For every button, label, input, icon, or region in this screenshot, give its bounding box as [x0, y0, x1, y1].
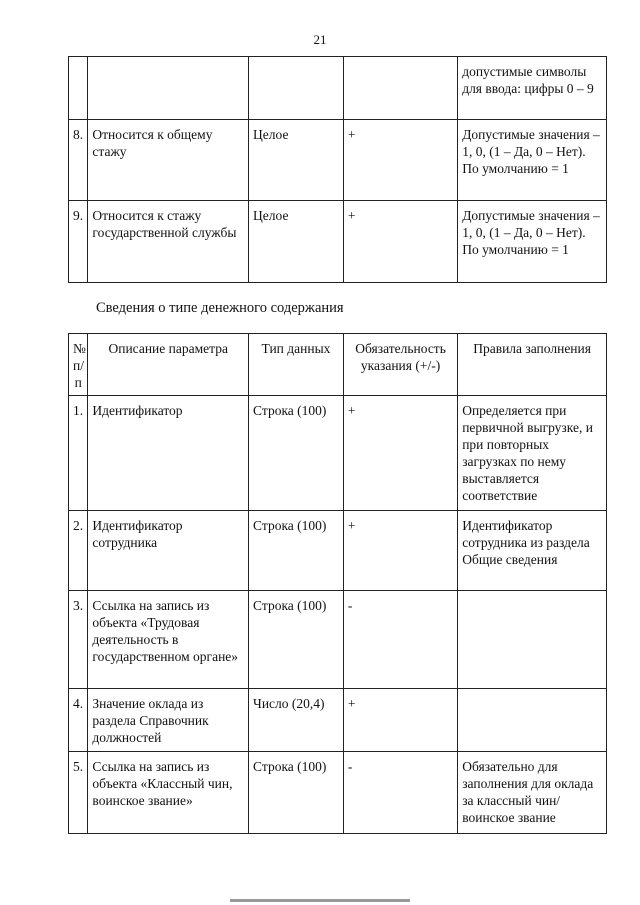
row-number: 3.	[69, 591, 88, 689]
fill-rules	[458, 591, 607, 689]
row-number: 9.	[69, 201, 88, 283]
fill-rules: Определяется при первичной выгрузке, и при повторных загрузках по нему выставляется соответствие	[458, 396, 607, 511]
data-type	[249, 57, 344, 120]
table-row	[69, 201, 607, 283]
table-row	[69, 752, 607, 834]
data-type: Строка (100)	[249, 591, 344, 689]
required-flag: +	[343, 120, 457, 201]
header-data-type: Тип данных	[249, 334, 344, 396]
table-row	[69, 120, 607, 201]
row-number: 1.	[69, 396, 88, 511]
fill-rules: допустимые символы для ввода: цифры 0 – 9	[458, 57, 607, 120]
fill-rules: Допустимые значения – 1, 0, (1 – Да, 0 – Нет). По умолчанию = 1	[458, 201, 607, 283]
data-type: Число (20,4)	[249, 689, 344, 752]
required-flag: +	[343, 396, 457, 511]
fill-rules: Обязательно для заполнения для оклада за классный чин/воинское звание	[458, 752, 607, 834]
data-type: Строка (100)	[249, 396, 344, 511]
table-row	[69, 57, 607, 120]
fill-rules	[458, 689, 607, 752]
page-number: 21	[313, 32, 327, 47]
required-flag	[343, 57, 457, 120]
required-flag: -	[343, 752, 457, 834]
data-type: Строка (100)	[249, 511, 344, 591]
parameter-description: Идентификатор	[88, 396, 249, 511]
required-flag: +	[343, 689, 457, 752]
row-number: 4.	[69, 689, 88, 752]
table-row	[69, 396, 607, 511]
row-number: 2.	[69, 511, 88, 591]
scan-edge-mark	[230, 899, 410, 902]
fill-rules: Идентификатор сотрудника из раздела Общие сведения	[458, 511, 607, 591]
parameter-description: Идентификатор сотрудника	[88, 511, 249, 591]
required-flag: +	[343, 511, 457, 591]
row-number	[69, 57, 88, 120]
table-row	[69, 591, 607, 689]
header-required: Обязательность указания (+/-)	[343, 334, 457, 396]
salary-type-table	[68, 333, 607, 834]
row-number: 8.	[69, 120, 88, 201]
section-title: Сведения о типе денежного содержания	[96, 300, 344, 316]
table-header-row	[69, 334, 607, 396]
header-description: Описание параметра	[88, 334, 249, 396]
row-number: 5.	[69, 752, 88, 834]
header-number: № п/п	[69, 334, 88, 396]
parameter-description: Относится к общему стажу	[88, 120, 249, 201]
parameter-description: Относится к стажу государственной службы	[88, 201, 249, 283]
required-flag: +	[343, 201, 457, 283]
parameter-description: Ссылка на запись из объекта «Классный чин, воинское звание»	[88, 752, 249, 834]
required-flag: -	[343, 591, 457, 689]
parameter-description: Ссылка на запись из объекта «Трудовая деятельность в государственном органе»	[88, 591, 249, 689]
header-rules: Правила заполнения	[458, 334, 607, 396]
data-type: Целое	[249, 201, 344, 283]
parameter-description	[88, 57, 249, 120]
table-row	[69, 689, 607, 752]
table-continued	[68, 56, 607, 283]
data-type: Строка (100)	[249, 752, 344, 834]
data-type: Целое	[249, 120, 344, 201]
parameter-description: Значение оклада из раздела Справочник должностей	[88, 689, 249, 752]
fill-rules: Допустимые значения – 1, 0, (1 – Да, 0 – Нет). По умолчанию = 1	[458, 120, 607, 201]
table-row	[69, 511, 607, 591]
